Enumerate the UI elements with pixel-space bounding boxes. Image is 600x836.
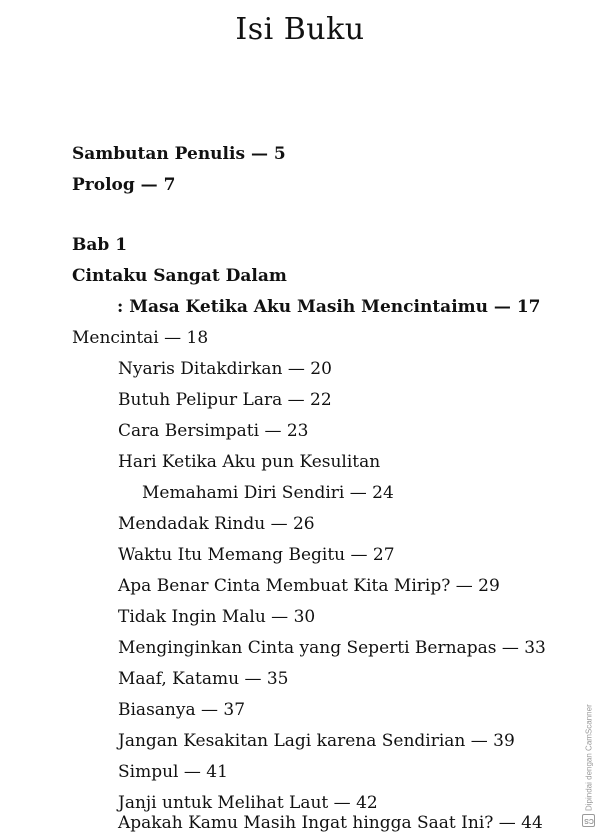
toc-entry: Nyaris Ditakdirkan — 20 <box>118 359 332 379</box>
toc-entry: Cara Bersimpati — 23 <box>118 421 309 441</box>
toc-entry: Janji untuk Melihat Laut — 42 <box>118 793 378 813</box>
toc-entry: Mendadak Rindu — 26 <box>118 514 315 534</box>
toc-entry: Apa Benar Cinta Membuat Kita Mirip? — 29 <box>118 576 500 596</box>
camscanner-logo-icon: CS <box>583 814 596 827</box>
toc-entry: Maaf, Katamu — 35 <box>118 669 289 689</box>
toc-entry: Memahami Diri Sendiri — 24 <box>142 483 394 503</box>
page-title: Isi Buku <box>235 12 365 47</box>
toc-entry: Simpul — 41 <box>118 762 228 782</box>
watermark-text: Dipindai dengan CamScanner <box>584 704 594 811</box>
toc-entry: Biasanya — 37 <box>118 700 246 720</box>
toc-entry: Tidak Ingin Malu — 30 <box>118 607 316 627</box>
toc-front-sambutan: Sambutan Penulis — 5 <box>72 144 286 164</box>
chapter-label: Bab 1 <box>72 235 128 255</box>
toc-entry: Menginginkan Cinta yang Seperti Bernapas — 33 <box>118 638 546 658</box>
toc-front-prolog: Prolog — 7 <box>72 175 176 195</box>
toc-entry: Hari Ketika Aku pun Kesulitan <box>118 452 381 472</box>
toc-entry: Butuh Pelipur Lara — 22 <box>118 390 332 410</box>
toc-entry: Jangan Kesakitan Lagi karena Sendirian — 39 <box>118 731 515 751</box>
toc-entry: Apakah Kamu Masih Ingat hingga Saat Ini? — 44 <box>118 813 543 833</box>
section-heading: Mencintai — 18 <box>72 328 209 348</box>
scanner-watermark <box>582 692 596 827</box>
chapter-subtitle: : Masa Ketika Aku Masih Mencintaimu — 17 <box>117 297 541 317</box>
toc-entry: Waktu Itu Memang Begitu — 27 <box>118 545 395 565</box>
chapter-title: Cintaku Sangat Dalam <box>72 266 287 286</box>
